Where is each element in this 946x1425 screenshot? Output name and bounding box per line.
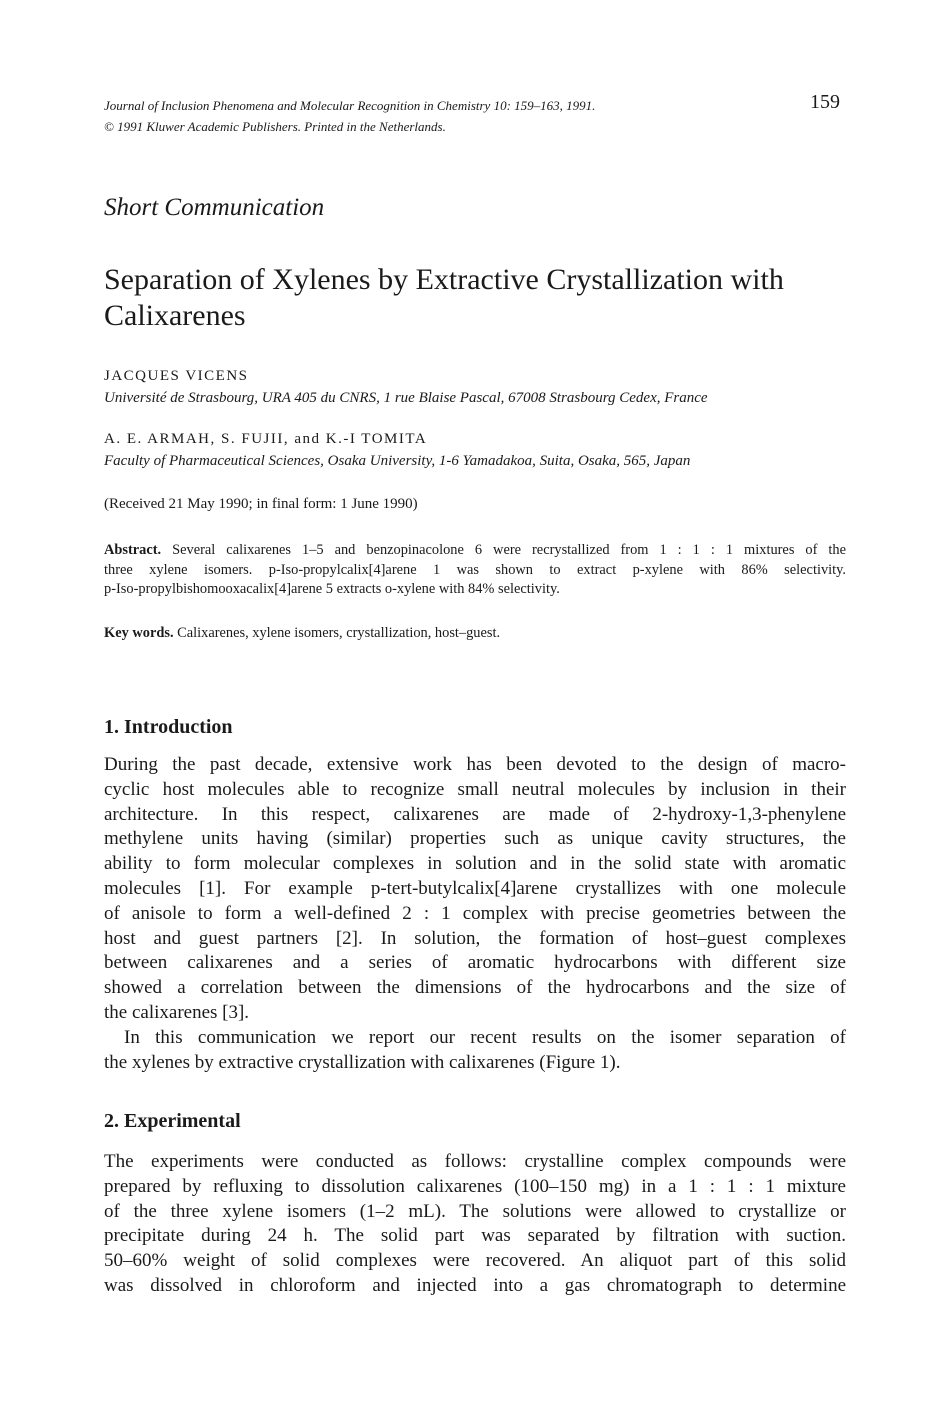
journal-line: Journal of Inclusion Phenomena and Molecular Recognition in Chemistry 10: 159–163, 1991. [104, 98, 596, 113]
text-line: showed a correlation between the dimensions of the hydrocarbons and the size of [104, 977, 846, 999]
copyright-line: © 1991 Kluwer Academic Publishers. Printed in the Netherlands. [104, 119, 446, 134]
text-line: architecture. In this respect, calixarenes are made of 2-hydroxy-1,3-phenylene [104, 803, 846, 825]
text-line: between calixarenes and a series of aromatic hydrocarbons with different size [104, 952, 846, 974]
received-dates: (Received 21 May 1990; in final form: 1 June 1990) [104, 496, 418, 512]
text-line: ability to form molecular complexes in solution and in the solid state with aromatic [104, 853, 846, 875]
title-line: Calixarenes [104, 299, 246, 332]
author-affiliation: Université de Strasbourg, URA 405 du CNRS, 1 rue Blaise Pascal, 67008 Strasbourg Cedex, France [104, 390, 708, 406]
abstract-line: three xylene isomers. p-Iso-propylcalix[4]arene 1 was shown to extract p-xylene with 86% selectivity. [104, 561, 846, 578]
keywords [104, 625, 500, 642]
body-text [104, 1150, 846, 1299]
text-line: the xylenes by extractive crystallization with calixarenes (Figure 1). [104, 1051, 621, 1073]
paper-title [104, 262, 864, 334]
abstract-label: Abstract. [104, 542, 162, 558]
keywords-label: Key words. [104, 625, 174, 641]
keywords-text: Calixarenes, xylene isomers, crystallization, host–guest. [177, 625, 501, 641]
body-text [104, 753, 846, 1075]
text-line: methylene units having (similar) properties such as unique cavity structures, the [104, 828, 846, 850]
section-heading: 1. Introduction [104, 716, 233, 738]
abstract [104, 541, 846, 600]
text-line: prepared by refluxing to dissolution calixarenes (100–150 mg) in a 1 : 1 : 1 mixture [104, 1175, 846, 1197]
author-names: JACQUES VICENS [104, 368, 249, 384]
text-line: the calixarenes [3]. [104, 1001, 250, 1023]
journal-citation [104, 95, 804, 137]
text-line: precipitate during 24 h. The solid part was separated by filtration with suction. [104, 1225, 846, 1247]
text-line: of anisole to form a well-defined 2 : 1 complex with precise geometries between the [104, 902, 846, 924]
abstract-line: p-Iso-propylbishomooxacalix[4]arene 5 extracts o-xylene with 84% selectivity. [104, 581, 560, 597]
title-line: Separation of Xylenes by Extractive Crystallization with [104, 263, 784, 296]
text-line: cyclic host molecules able to recognize small neutral molecules by inclusion in their [104, 778, 846, 800]
text-line: 50–60% weight of solid complexes were recovered. An aliquot part of this solid [104, 1250, 846, 1272]
text-line: During the past decade, extensive work has been devoted to the design of macro- [104, 754, 846, 775]
text-line: host and guest partners [2]. In solution, the formation of host–guest complexes [104, 927, 846, 949]
abstract-line: Several calixarenes 1–5 and benzopinacolone 6 were recrystallized from 1 : 1 : 1 mixtures of the [172, 542, 846, 558]
text-line: The experiments were conducted as follows: crystalline complex compounds were [104, 1151, 846, 1172]
text-line: In this communication we report our recent results on the isomer separation of [124, 1026, 846, 1048]
text-line: of the three xylene isomers (1–2 mL). The solutions were allowed to crystallize or [104, 1200, 846, 1222]
page-number: 159 [810, 91, 840, 113]
section-type: Short Communication [104, 194, 325, 221]
author-names: A. E. ARMAH, S. FUJII, and K.-I TOMITA [104, 431, 428, 447]
section-heading: 2. Experimental [104, 1110, 241, 1132]
author-affiliation: Faculty of Pharmaceutical Sciences, Osaka University, 1-6 Yamadakoa, Suita, Osaka, 565, Japan [104, 453, 691, 469]
text-line: molecules [1]. For example p-tert-butylcalix[4]arene crystallizes with one molecule [104, 877, 846, 899]
text-line: was dissolved in chloroform and injected into a gas chromatograph to determine [104, 1274, 846, 1296]
